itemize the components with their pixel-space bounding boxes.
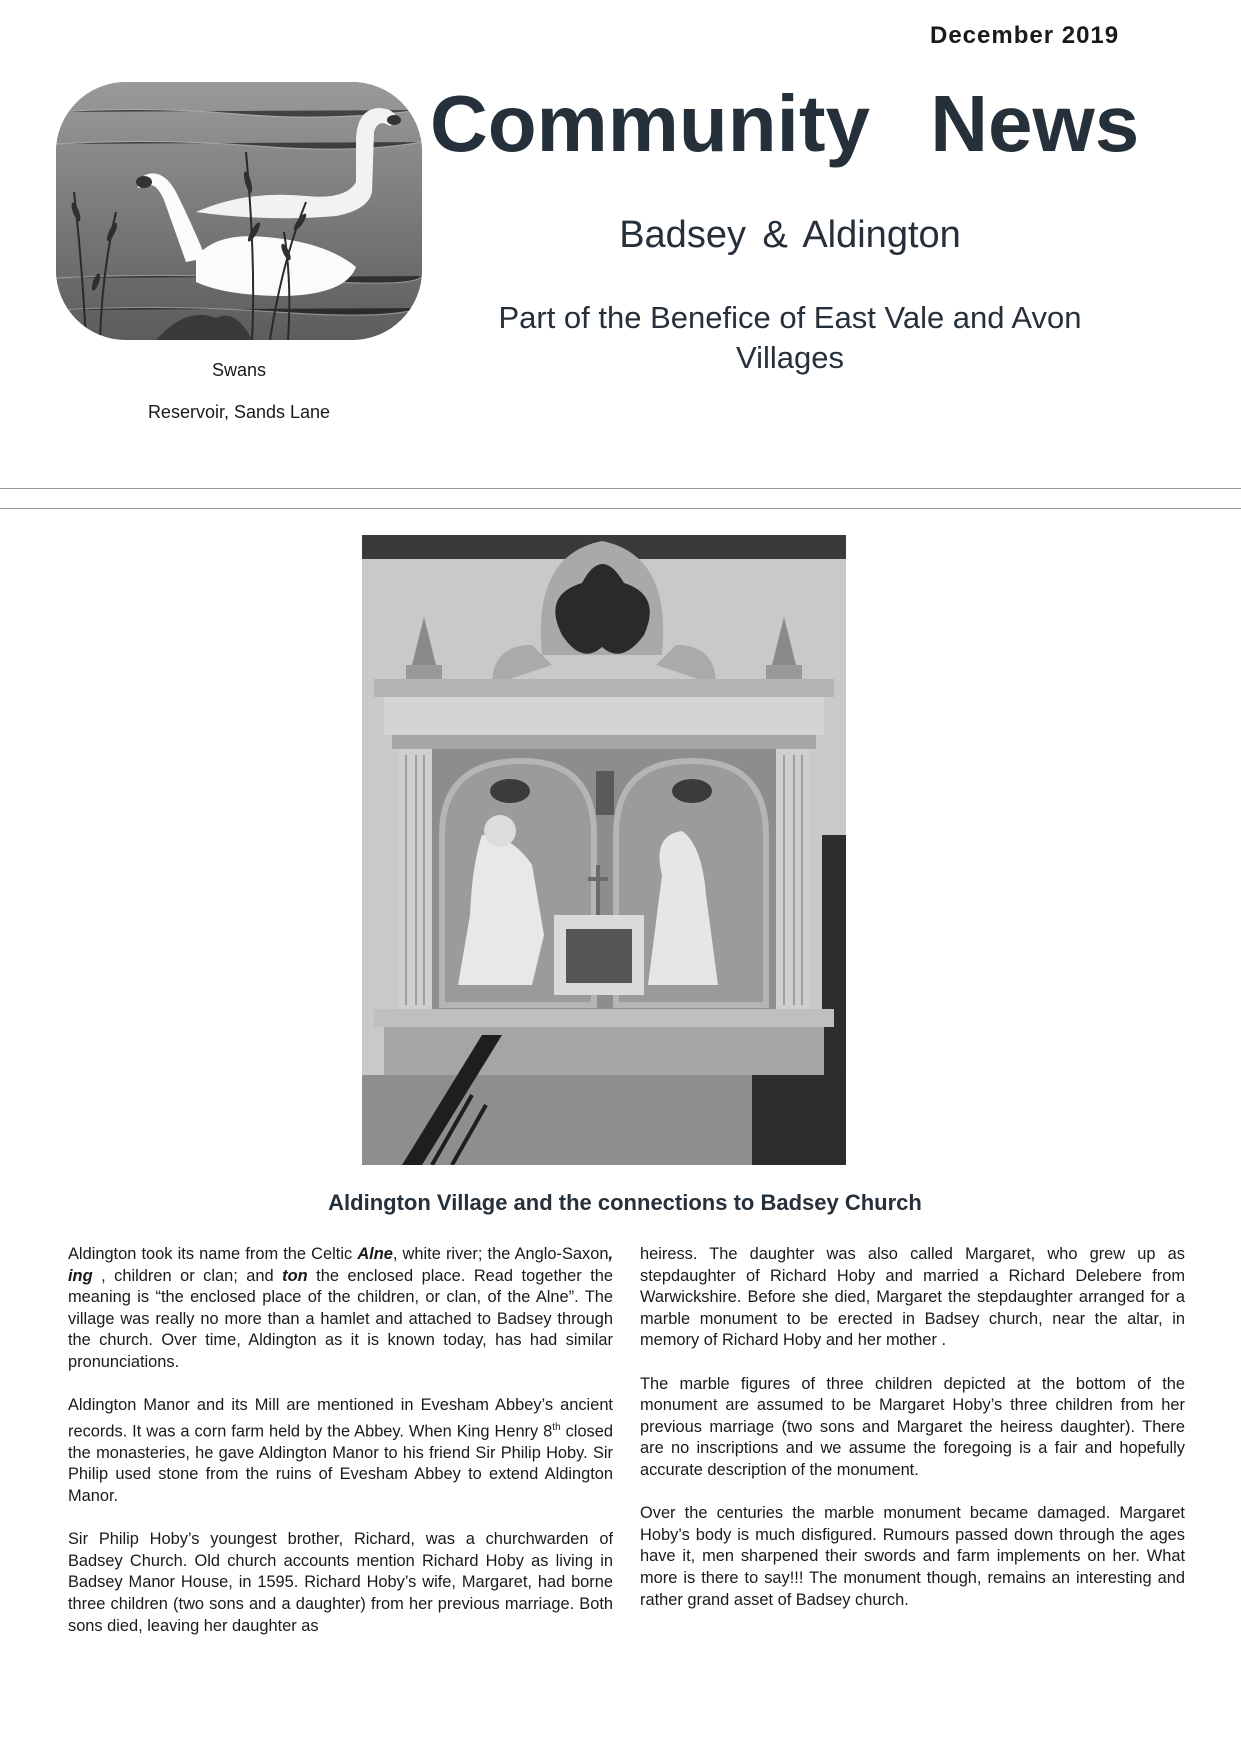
newsletter-subtitle: Badsey & Aldington	[619, 214, 961, 256]
emphasis-ton: ton	[282, 1266, 308, 1285]
benefice-line: Part of the Benefice of East Vale and Avon Villages	[498, 300, 1082, 375]
article-column-right	[640, 1244, 1185, 1633]
paragraph: Aldington took its name from the Celtic Alne, white river; the Anglo-Saxon, ing , children or clan; and ton the enclosed place. Read together the meaning is “the enclosed place of the children, or clan, of the Alne”. The village was really no more than a hamlet and attached to Badsey through the church. Over time, Aldington as it is known today, has had similar pronunciations.	[68, 1245, 613, 1371]
newsletter-title: Community News	[430, 79, 1140, 168]
photo-caption-location: Reservoir, Sands Lane	[147, 402, 331, 422]
article-heading: Aldington Village and the connections to Badsey Church	[328, 1190, 922, 1215]
paragraph: Sir Philip Hoby’s youngest brother, Richard, was a churchwarden of Badsey Church. Old church accounts mention Richard Hoby as living in Badsey Manor House, in 1595. Richard Hoby’s wife, Margaret, had borne three children (two sons and a daughter) from her previous marriage. Both sons died, leaving her daughter as	[68, 1530, 613, 1635]
paragraph: Aldington Manor and its Mill are mentioned in Evesham Abbey’s ancient records. It was a corn farm held by the Abbey. When King Henry 8th closed the monasteries, he gave Aldington Manor to his friend Sir Philip Hoby. Sir Philip used stone from the ruins of Evesham Abbey to extend Aldington Manor.	[68, 1396, 613, 1505]
divider-top	[0, 488, 1241, 489]
ordinal-superscript: th	[552, 1421, 561, 1433]
divider-bottom	[0, 508, 1241, 509]
emphasis-ing: , ing	[68, 1245, 613, 1285]
paragraph: Over the centuries the marble monument became damaged. Margaret Hoby’s body is much disfigured. Rumours passed down through the ages have it, men sharpened their swords and farm implements on her. What more is there to say!!! The monument though, remains an interesting and rather grand asset of Badsey church.	[640, 1504, 1185, 1609]
swans-photo	[56, 82, 422, 340]
emphasis-alne: Alne	[357, 1245, 393, 1263]
paragraph: heiress. The daughter was also called Margaret, who grew up as stepdaughter of Richard Hoby and married a Richard Delebere from Warwickshire. Before she died, Margaret the stepdaughter arranged for a marble monument to be erected in Badsey church, near the altar, in memory of Richard Hoby and her mother .	[640, 1245, 1185, 1350]
issue-date: December 2019	[930, 22, 1120, 49]
article-column-left	[68, 1244, 613, 1659]
photo-caption-title: Swans	[211, 360, 267, 380]
paragraph: The marble figures of three children depicted at the bottom of the monument are assumed to be Margaret Hoby’s three children from her previous marriage (two sons and Margaret the heiress daughter). There are no inscriptions and we assume the foregoing is a fair and hopefully accurate description of the monument.	[640, 1374, 1185, 1479]
monument-photo	[362, 535, 846, 1165]
